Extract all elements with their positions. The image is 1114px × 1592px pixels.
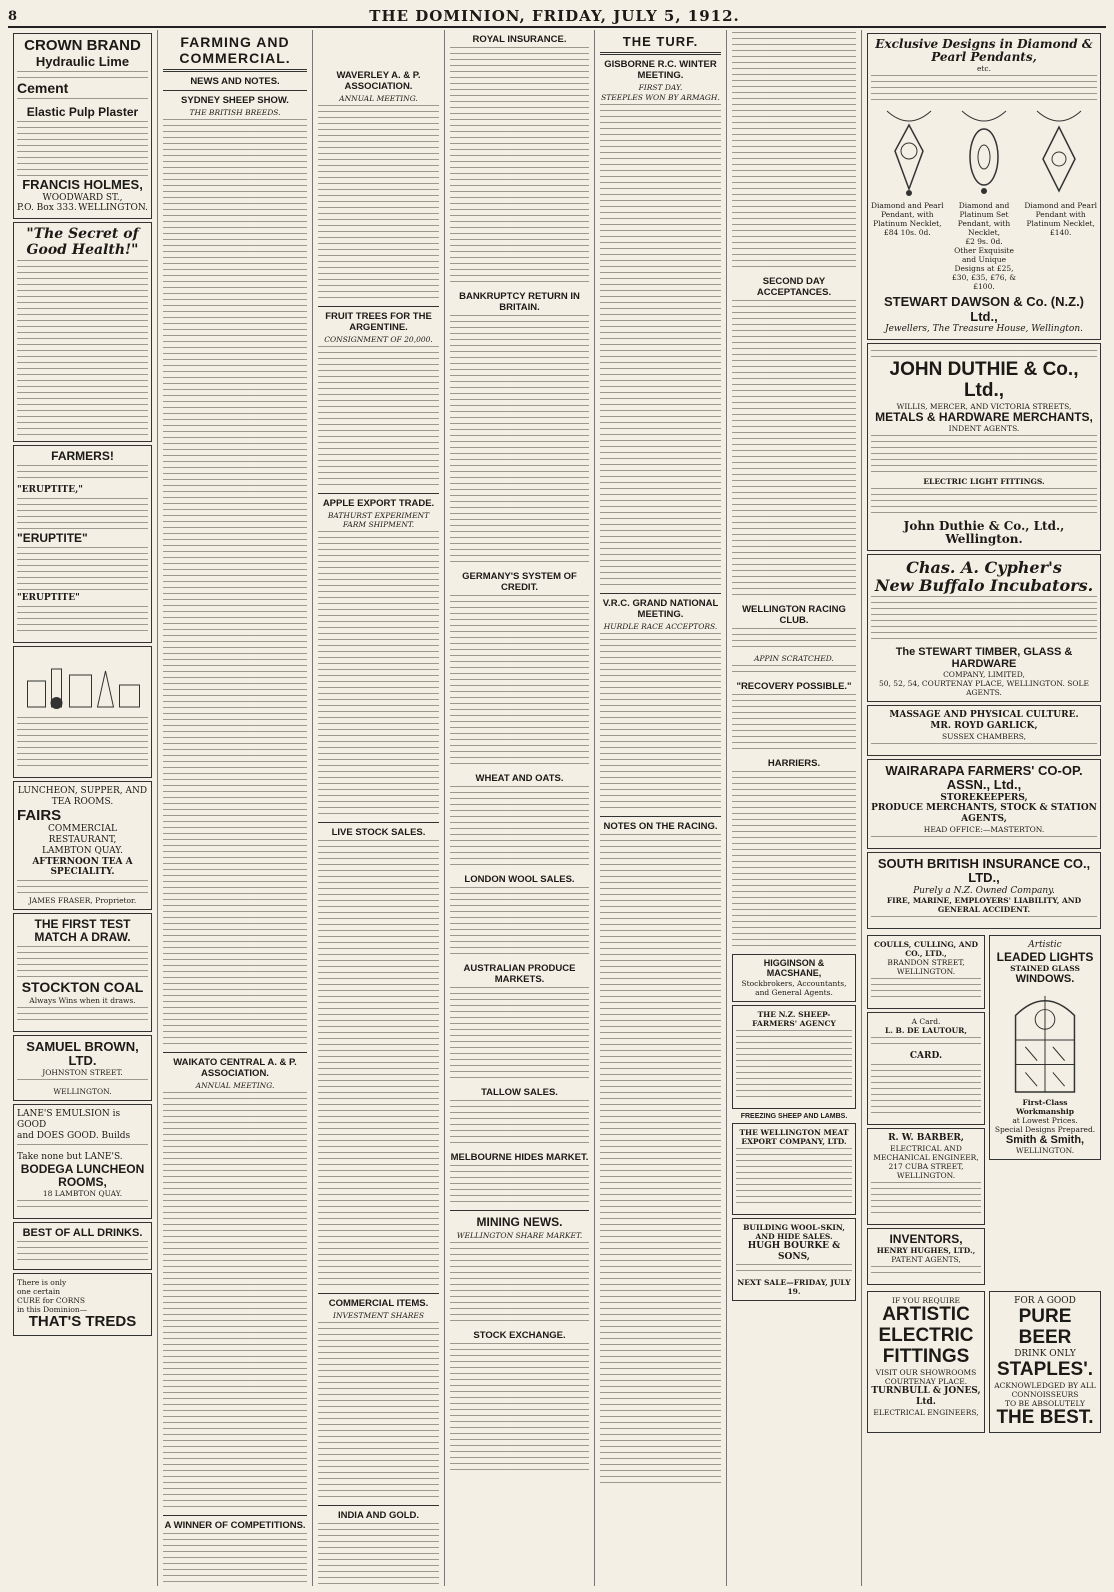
article-heading: INDIA AND GOLD. — [337, 1510, 420, 1521]
ad-line: P.O. Box 333. — [17, 203, 77, 214]
pendant-caption: Diamond and Platinum Set Pendant, with Necklet, — [957, 201, 1011, 238]
ad-line: WOODWARD ST., — [42, 192, 123, 203]
ad-title: ARTISTIC — [882, 1304, 970, 1326]
article-subheading: ANNUAL MEETING. — [339, 94, 418, 103]
article-heading: WAIKATO CENTRAL A. & P. ASSOCIATION. — [173, 1057, 297, 1079]
article-heading: APPLE EXPORT TRADE. — [322, 498, 435, 509]
ad-title: MASSAGE AND PHYSICAL CULTURE. — [889, 710, 1079, 721]
newspaper-title: THE DOMINION, FRIDAY, JULY 5, 1912. — [369, 7, 740, 25]
ad-line: COMMERCIAL RESTAURANT, — [48, 824, 117, 845]
ad-title: CARD. — [909, 1051, 943, 1062]
article-heading: NOTES ON THE RACING. — [603, 821, 718, 832]
article-subheading: CONSIGNMENT OF 20,000. — [324, 335, 433, 344]
ad-firm: COULLS, CULLING, AND CO., LTD., — [874, 940, 978, 959]
ad-inventors — [867, 1228, 985, 1285]
article-heading: WELLINGTON RACING CLUB. — [742, 604, 846, 626]
ad-firm: FRANCIS HOLMES, — [22, 177, 143, 193]
section-subtitle: NEWS AND NOTES. — [190, 76, 280, 87]
ad-staples-beer — [989, 1291, 1101, 1433]
ad-line: DRINK ONLY — [1014, 1348, 1076, 1359]
ad-title: LUNCHEON, SUPPER, AND TEA ROOMS. — [17, 786, 148, 807]
ad-line: and DOES GOOD. Builds — [17, 1131, 131, 1142]
masthead — [8, 6, 1106, 28]
pendant-captions — [871, 201, 1097, 291]
article-heading: STOCK EXCHANGE. — [473, 1330, 566, 1341]
ad-line: First-Class Workmanship — [1016, 1097, 1074, 1116]
ad-firm: L. B. DE LAUTOUR, — [884, 1026, 968, 1036]
ad-title: PURE BEER — [1018, 1306, 1072, 1348]
pendant-price: £84 10s. 0d. — [883, 228, 931, 238]
article-heading: TALLOW SALES. — [481, 1087, 558, 1098]
ad-thermometer — [13, 646, 152, 778]
ad-line: NEXT SALE—FRIDAY, JULY 19. — [737, 1278, 851, 1297]
ad-de-lautour — [867, 1012, 985, 1125]
ad-line: WELLINGTON. — [896, 967, 956, 977]
ad-line: Stockbrokers, Accountants, and General Agents. — [741, 978, 847, 997]
ad-line: Artistic — [1028, 940, 1062, 951]
ad-line: COMPANY, LIMITED, — [943, 670, 1025, 680]
ad-title: New Buffalo Incubators. — [874, 575, 1094, 595]
article-heading: HARRIERS. — [767, 758, 821, 769]
ad-title: THE WELLINGTON MEAT EXPORT COMPANY, LTD. — [739, 1127, 849, 1146]
ad-cypher-incubators — [867, 554, 1101, 702]
ad-treds-corns — [13, 1273, 152, 1336]
ad-line: WINDOWS. — [1015, 973, 1075, 986]
stained-glass-window-illustration — [993, 986, 1097, 1094]
ad-line: INDENT AGENTS. — [948, 423, 1020, 433]
article-subheading: ANNUAL MEETING. — [195, 1081, 275, 1090]
section-title: THE TURF. — [622, 34, 699, 49]
ad-line: WILLIS, MERCER, AND VICTORIA STREETS, — [896, 401, 1072, 411]
ad-line: HEAD OFFICE:—MASTERTON. — [923, 825, 1045, 835]
ad-title: STOCKTON COAL — [21, 979, 144, 996]
ad-title: LEADED LIGHTS — [996, 950, 1094, 965]
ad-line: "ERUPTITE" — [17, 531, 88, 546]
ad-john-duthie — [867, 343, 1101, 551]
ad-firm: SOUTH BRITISH INSURANCE CO., LTD., — [877, 856, 1091, 886]
article-heading: MELBOURNE HIDES MARKET. — [450, 1152, 589, 1163]
ad-title: SAMUEL BROWN, LTD. — [26, 1038, 139, 1069]
pendant-icon — [879, 107, 939, 199]
ad-artistic-electric — [867, 1291, 985, 1433]
column-6 — [727, 30, 862, 1586]
ad-wool-sales — [732, 1218, 856, 1302]
page-number: 8 — [8, 8, 18, 24]
ad-line: WELLINGTON. — [53, 1087, 112, 1097]
ad-title: FITTINGS — [882, 1346, 970, 1368]
ad-firm: HENRY HUGHES, LTD., — [876, 1246, 976, 1256]
ad-title: BODEGA LUNCHEON ROOMS, — [20, 1161, 145, 1189]
ad-line: ELECTRICAL ENGINEERS, — [873, 1407, 979, 1417]
ad-line: 50, 52, 54, COURTENAY PLACE, WELLINGTON. SOLE AGENTS. — [879, 679, 1089, 698]
article-heading: LONDON WOOL SALES. — [464, 874, 575, 885]
column-4 — [445, 30, 595, 1586]
article-subheading: WELLINGTON SHARE MARKET. — [456, 1231, 583, 1240]
ad-line: ELECTRIC LIGHT FITTINGS. — [923, 476, 1045, 486]
ad-firm: TURNBULL & JONES, Ltd. — [871, 1385, 981, 1407]
ad-firm: The STEWART TIMBER, GLASS & HARDWARE — [895, 646, 1073, 671]
ad-line: Jewellers, The Treasure House, Wellington. — [884, 323, 1084, 334]
ad-line: Special Designs Prepared. — [994, 1124, 1096, 1134]
ad-line: VISIT OUR SHOWROOMS — [875, 1367, 977, 1377]
ad-samuel-brown — [13, 1035, 152, 1102]
ad-line: CURE for CORNS — [17, 1296, 86, 1306]
ad-first-test-match — [13, 913, 152, 1032]
ad-line: Cement — [17, 79, 69, 96]
ad-title: FARMERS! — [51, 449, 114, 464]
ad-line: BRANDON STREET, — [887, 958, 965, 968]
ad-line: PATENT AGENTS, — [891, 1255, 961, 1265]
ad-higginson-macshane — [732, 954, 856, 1002]
ad-sheep-farmers-agency — [732, 1005, 856, 1109]
article-subheading: HURDLE RACE ACCEPTORS. — [603, 622, 718, 631]
column-3 — [313, 30, 445, 1586]
ad-line: John Duthie & Co., Ltd., Wellington. — [903, 518, 1065, 546]
ad-wairarapa-farmers — [867, 759, 1101, 849]
ad-row-small — [867, 932, 1101, 1288]
ad-eruptite — [13, 445, 152, 643]
ad-title: Exclusive Designs in Diamond & Pearl Pendants, — [875, 37, 1093, 65]
ad-firm: Smith & Smith, — [1005, 1133, 1085, 1146]
pendant-illustrations — [871, 107, 1097, 199]
ad-line: at Lowest Prices. — [1012, 1115, 1078, 1125]
article-subheading: STEEPLES WON BY ARMAGH. — [601, 93, 720, 102]
ad-firm: WAIRARAPA FARMERS' CO-OP. ASSN., Ltd., — [885, 763, 1083, 793]
ad-title: ELECTRIC — [878, 1325, 974, 1347]
ad-best-drinks — [13, 1222, 152, 1270]
ad-title: THE BEST. — [996, 1406, 1094, 1428]
ad-title: "The Secret of Good Health!" — [26, 226, 139, 258]
article-heading: LIVE STOCK SALES. — [331, 827, 426, 838]
article-heading: WHEAT AND OATS. — [475, 773, 564, 784]
ad-title: INVENTORS, — [889, 1232, 963, 1247]
ad-firm: MR. ROYD GARLICK, — [930, 721, 1038, 732]
ad-title: CROWN BRAND — [24, 37, 141, 54]
ad-massage — [867, 705, 1101, 756]
ad-firm: JOHN DUTHIE & Co., Ltd., — [889, 358, 1079, 401]
article-heading: COMMERCIAL ITEMS. — [328, 1298, 429, 1309]
pendant-caption: Diamond and Pearl Pendant, with Platinum Necklet, — [871, 201, 944, 229]
article-heading: MINING NEWS. — [476, 1215, 563, 1229]
article-subheading: APPIN SCRATCHED. — [754, 654, 834, 663]
ad-fairs-restaurant — [13, 781, 152, 910]
ad-line: IF YOU REQUIRE — [891, 1296, 961, 1306]
ad-line: PRODUCE MERCHANTS, STOCK & STATION AGENTS, — [871, 803, 1097, 825]
pendant-price: £2 9s. 0d. — [965, 237, 1003, 247]
article-heading: BANKRUPTCY RETURN IN BRITAIN. — [459, 291, 580, 313]
ad-lanes-emulsion — [13, 1104, 152, 1219]
ad-line: WELLINGTON. — [1015, 1145, 1075, 1155]
ad-line: WELLINGTON. — [78, 203, 148, 214]
ad-line: 18 LAMBTON QUAY. — [42, 1189, 123, 1199]
section-title: FARMING AND COMMERCIAL. — [179, 34, 291, 66]
ad-line: STOREKEEPERS, — [940, 792, 1028, 803]
article-heading: WAVERLEY A. & P. ASSOCIATION. — [336, 70, 421, 92]
ad-crown-brand — [13, 33, 152, 219]
ad-title: BEST OF ALL DRINKS. — [22, 1227, 143, 1240]
ad-line: ELECTRICAL AND MECHANICAL ENGINEER, — [873, 1144, 979, 1163]
ad-firm: HUGH BOURKE & SONS, — [747, 1240, 841, 1262]
ad-title: Chas. A. Cypher's — [906, 558, 1062, 578]
ad-south-british — [867, 852, 1101, 929]
ad-line: AFTERNOON TEA A SPECIALITY. — [32, 856, 133, 878]
ad-line: JOHNSTON STREET. — [42, 1068, 123, 1078]
ad-line: FIRE, MARINE, EMPLOYERS' LIABILITY, AND GENERAL ACCIDENT. — [886, 896, 1082, 915]
ad-line: Hydraulic Lime — [35, 53, 130, 69]
ad-firm: R. W. BARBER, — [888, 1133, 964, 1144]
article-heading: FRUIT TREES FOR THE ARGENTINE. — [325, 311, 432, 333]
ad-title: THAT'S TREDS — [28, 1313, 137, 1331]
ad-title: THE N.Z. SHEEP-FARMERS' AGENCY — [752, 1009, 836, 1028]
article-heading: GISBORNE R.C. WINTER MEETING. — [604, 59, 717, 81]
article-heading: A WINNER OF COMPETITIONS. — [164, 1520, 306, 1531]
ad-line: in this Dominion— — [17, 1305, 88, 1315]
pendant-caption: Other Exquisite and Unique Designs at £25, £30, £35, £76, & £100. — [952, 246, 1016, 292]
ad-line: Elastic Pulp Plaster — [26, 105, 139, 120]
article-heading: SYDNEY SHEEP SHOW. — [181, 95, 289, 106]
ad-line: JAMES FRASER, Proprietor. — [28, 896, 137, 906]
article-subheading: FIRST DAY. — [638, 83, 683, 92]
ad-title: HIGGINSON & MACSHANE, — [763, 958, 825, 978]
ad-secret-good-health — [13, 222, 152, 442]
ad-line: "ERUPTITE" — [17, 593, 80, 604]
ad-line: 217 CUBA STREET, WELLINGTON. — [888, 1162, 964, 1181]
article-subheading: THE BRITISH BREEDS. — [189, 108, 281, 117]
ad-meat-export — [732, 1123, 856, 1215]
article-heading: ROYAL INSURANCE. — [472, 34, 567, 45]
ad-title: A Card. — [911, 1017, 941, 1027]
ad-line: Take none but LANE'S. — [17, 1151, 123, 1162]
pendant-caption: Diamond and Pearl Pendant with Platinum Necklet, £140. — [1024, 201, 1097, 238]
ad-line: METALS & HARDWARE MERCHANTS, — [875, 409, 1093, 424]
article-heading: AUSTRALIAN PRODUCE MARKETS. — [463, 963, 576, 985]
article-subheading: INVESTMENT SHARES — [332, 1311, 424, 1320]
thermometer-illustration — [17, 651, 148, 711]
ad-line: one certain — [17, 1287, 61, 1297]
ad-title: BUILDING WOOL-SKIN, AND HIDE SALES. — [743, 1222, 845, 1241]
ad-firm: STEWART DAWSON & Co. (N.Z.) Ltd., — [883, 294, 1085, 324]
ad-coulls-culling — [867, 935, 985, 1009]
article-subheading: BATHURST EXPERIMENT FARM SHIPMENT. — [327, 511, 430, 529]
ad-line: LANE'S EMULSION is GOOD — [17, 1109, 121, 1131]
column-2 — [158, 30, 313, 1586]
article-heading: "RECOVERY POSSIBLE." — [736, 681, 852, 692]
column-7 — [862, 30, 1106, 1586]
ad-line: ACKNOWLEDGED BY ALL CONNOISSEURS — [994, 1380, 1096, 1399]
pendant-icon — [954, 107, 1014, 199]
pendant-icon — [1029, 107, 1089, 199]
ad-title: STAPLES'. — [996, 1358, 1093, 1380]
ad-line: STAINED GLASS — [1010, 964, 1080, 974]
ad-line: TO BE ABSOLUTELY — [1005, 1398, 1085, 1408]
ad-line: Purely a N.Z. Owned Company. — [913, 885, 1055, 896]
ad-firm: FAIRS — [17, 806, 62, 824]
ad-line: COURTENAY PLACE. — [884, 1376, 968, 1386]
ad-barber — [867, 1128, 985, 1225]
ad-line: LAMBTON QUAY. — [42, 845, 123, 856]
ad-title: THE FIRST TEST MATCH A DRAW. — [34, 917, 131, 945]
article-heading: GERMANY'S SYSTEM OF CREDIT. — [462, 571, 577, 593]
column-5 — [595, 30, 727, 1586]
ad-line: SUSSEX CHAMBERS, — [941, 732, 1027, 742]
ad-line: There is only — [17, 1278, 67, 1288]
ad-line: Always Wins when it draws. — [29, 995, 136, 1005]
ad-line: "ERUPTITE," — [17, 485, 83, 496]
ad-leaded-lights — [989, 935, 1101, 1159]
article-heading: FREEZING SHEEP AND LAMBS. — [740, 1112, 848, 1120]
ad-row-bottom — [867, 1288, 1101, 1436]
column-1 — [8, 30, 158, 1586]
article-heading: V.R.C. GRAND NATIONAL MEETING. — [602, 598, 719, 620]
ad-stewart-dawson — [867, 33, 1101, 340]
ad-line: FOR A GOOD — [1014, 1296, 1076, 1307]
ad-line: etc. — [976, 64, 992, 74]
article-heading: SECOND DAY ACCEPTANCES. — [756, 276, 832, 298]
